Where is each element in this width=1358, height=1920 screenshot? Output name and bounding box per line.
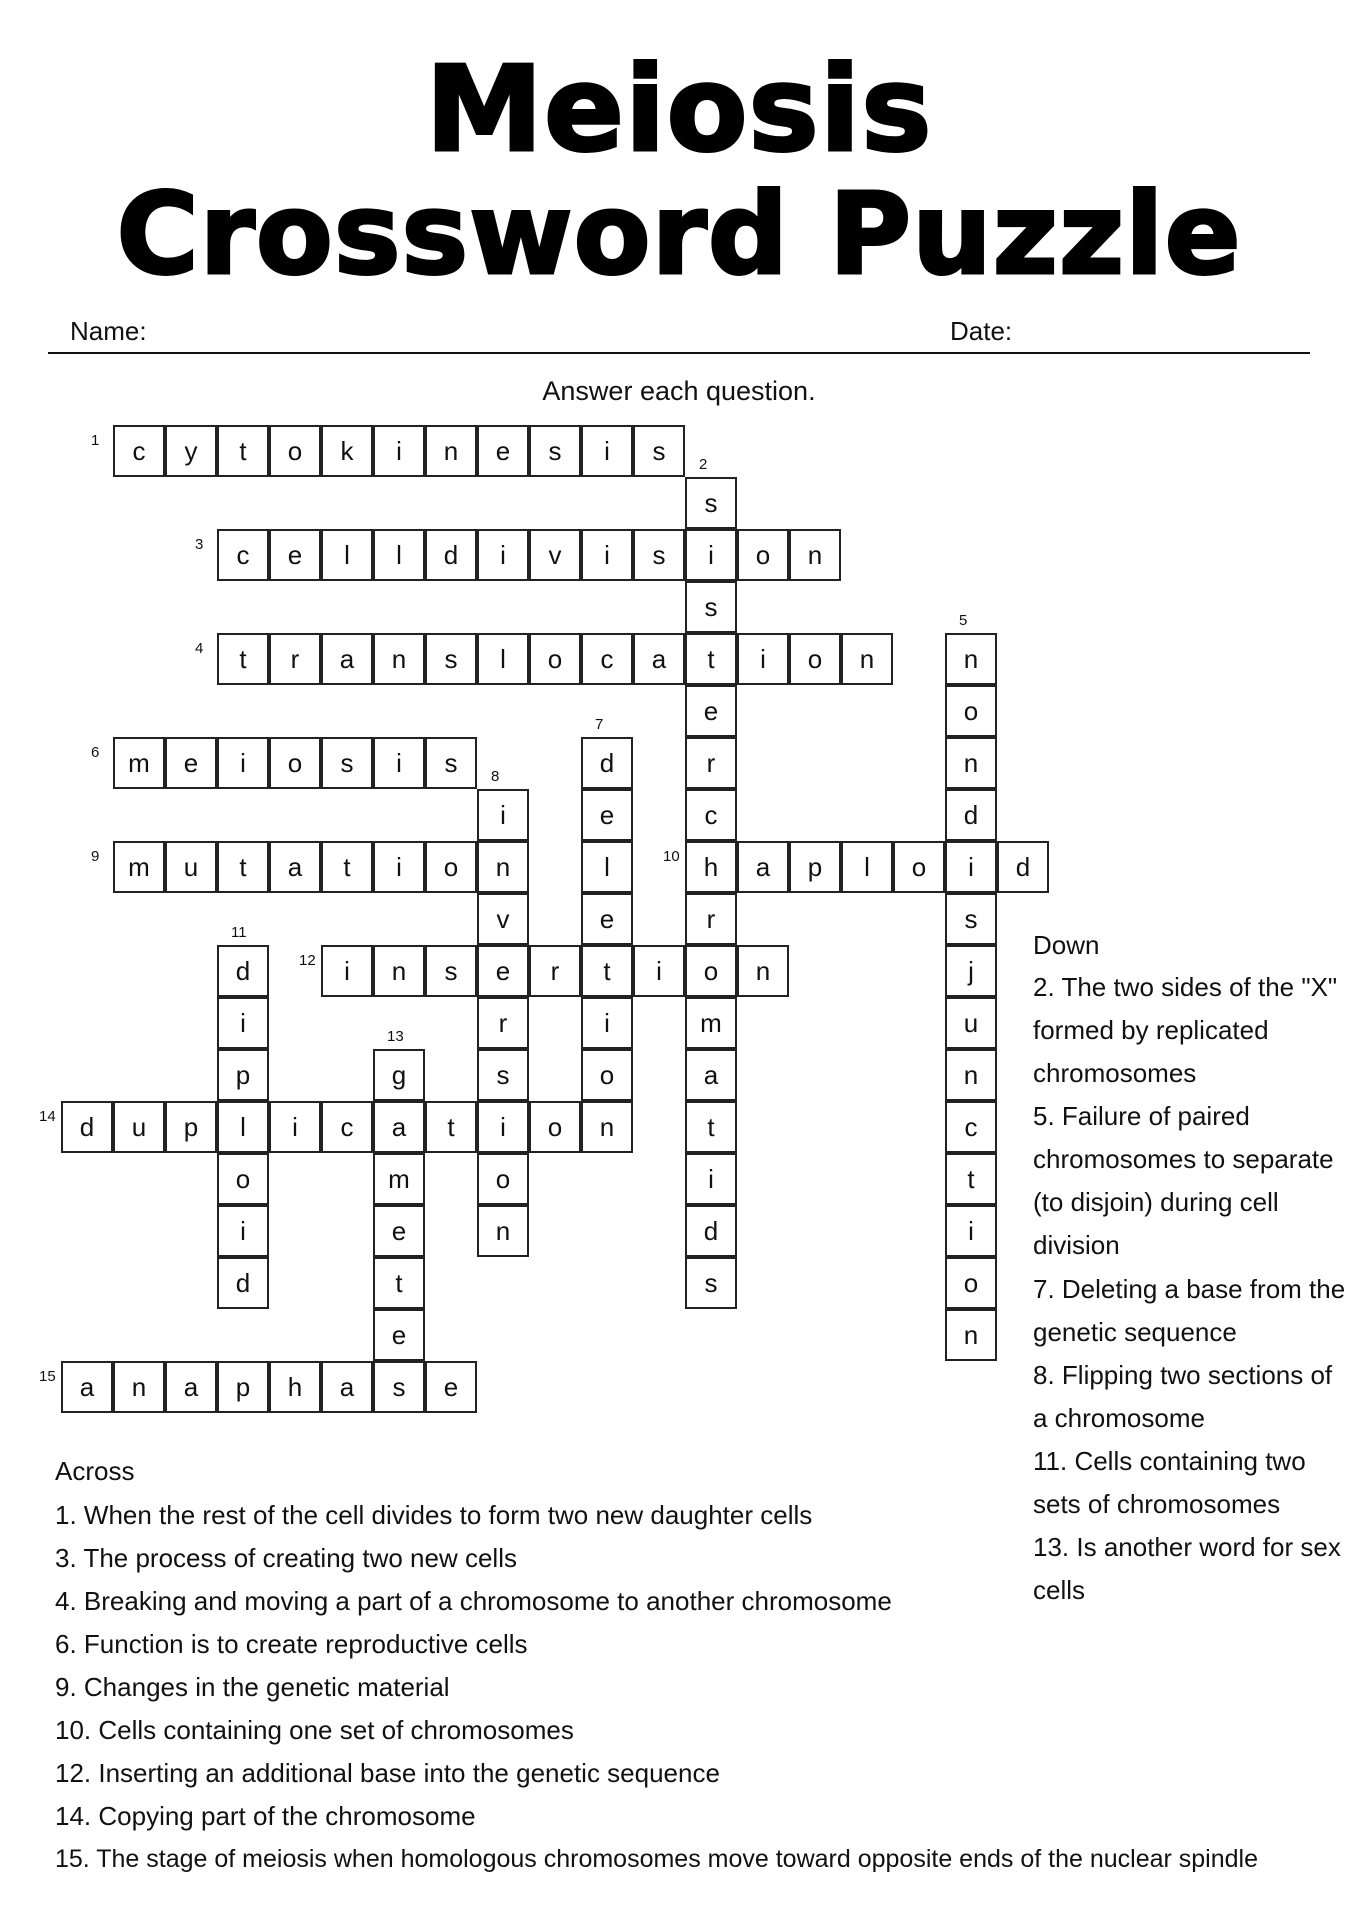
grid-cell[interactable]: a bbox=[685, 1049, 737, 1101]
grid-cell[interactable]: o bbox=[685, 945, 737, 997]
grid-cell[interactable]: d bbox=[685, 1205, 737, 1257]
across-clue: 12. Inserting an additional base into the genetic sequence bbox=[55, 1758, 720, 1788]
across-clue: 1. When the rest of the cell divides to form two new daughter cells bbox=[55, 1500, 813, 1530]
grid-cell[interactable]: e bbox=[165, 737, 217, 789]
instructions: Answer each question. bbox=[542, 376, 816, 406]
grid-cell[interactable]: n bbox=[373, 945, 425, 997]
grid-cell[interactable]: n bbox=[477, 1205, 529, 1257]
grid-cell[interactable]: s bbox=[425, 737, 477, 789]
grid-cell[interactable]: r bbox=[685, 737, 737, 789]
down-clue: 11. Cells containing two sets of chromosomes bbox=[1033, 1446, 1306, 1519]
down-heading: Down bbox=[1033, 930, 1100, 960]
grid-cell[interactable]: n bbox=[737, 945, 789, 997]
grid-cell[interactable]: i bbox=[217, 997, 269, 1049]
grid-cell[interactable]: a bbox=[373, 1101, 425, 1153]
grid-cell[interactable]: n bbox=[477, 841, 529, 893]
grid-cell[interactable]: s bbox=[373, 1361, 425, 1413]
grid-cell[interactable]: e bbox=[477, 945, 529, 997]
clue-number: 14 bbox=[39, 1108, 56, 1125]
down-clue: 8. Flipping two sections of a chromosome bbox=[1033, 1360, 1333, 1433]
down-clue: 7. Deleting a base from the genetic sequence bbox=[1033, 1274, 1346, 1347]
grid-cell[interactable]: p bbox=[165, 1101, 217, 1153]
grid-cell[interactable]: d bbox=[581, 737, 633, 789]
clue-number: 4 bbox=[195, 640, 204, 657]
grid-cell[interactable]: l bbox=[477, 633, 529, 685]
grid-cell[interactable]: g bbox=[373, 1049, 425, 1101]
grid-cell[interactable]: n bbox=[581, 1101, 633, 1153]
grid-cell[interactable]: o bbox=[477, 1153, 529, 1205]
grid-cell[interactable]: i bbox=[321, 945, 373, 997]
grid-cell[interactable]: h bbox=[269, 1361, 321, 1413]
grid-cell[interactable]: i bbox=[581, 425, 633, 477]
clue-number: 8 bbox=[491, 768, 500, 785]
grid-cell[interactable]: t bbox=[373, 1257, 425, 1309]
grid-cell[interactable]: r bbox=[685, 893, 737, 945]
grid-cell[interactable]: i bbox=[945, 1205, 997, 1257]
grid-cell[interactable]: t bbox=[685, 633, 737, 685]
grid-cell[interactable]: s bbox=[321, 737, 373, 789]
grid-cell[interactable]: v bbox=[477, 893, 529, 945]
grid-cell[interactable]: n bbox=[841, 633, 893, 685]
grid-cell[interactable]: i bbox=[217, 737, 269, 789]
grid-cell[interactable]: e bbox=[425, 1361, 477, 1413]
clue-number: 6 bbox=[91, 744, 100, 761]
across-clue: 10. Cells containing one set of chromosomes bbox=[55, 1715, 574, 1745]
grid-cell[interactable]: a bbox=[321, 1361, 373, 1413]
grid-cell[interactable]: i bbox=[581, 997, 633, 1049]
grid-cell[interactable]: d bbox=[997, 841, 1049, 893]
grid-cell[interactable]: s bbox=[425, 633, 477, 685]
grid-cell[interactable]: o bbox=[789, 633, 841, 685]
grid-cell[interactable]: t bbox=[425, 1101, 477, 1153]
grid-cell[interactable]: r bbox=[529, 945, 581, 997]
grid-cell[interactable]: u bbox=[165, 841, 217, 893]
grid-cell[interactable]: o bbox=[269, 425, 321, 477]
clue-number: 3 bbox=[195, 536, 204, 553]
grid-cell[interactable]: d bbox=[217, 1257, 269, 1309]
clue-number: 13 bbox=[387, 1028, 404, 1045]
grid-cell[interactable]: a bbox=[165, 1361, 217, 1413]
grid-cell[interactable]: p bbox=[789, 841, 841, 893]
grid-cell[interactable]: s bbox=[633, 529, 685, 581]
grid-cell[interactable]: i bbox=[945, 841, 997, 893]
grid-cell[interactable]: o bbox=[737, 529, 789, 581]
grid-cell[interactable]: n bbox=[945, 1309, 997, 1361]
grid-cell[interactable]: a bbox=[633, 633, 685, 685]
grid-cell[interactable]: t bbox=[581, 945, 633, 997]
grid-cell[interactable]: t bbox=[945, 1153, 997, 1205]
grid-cell[interactable]: i bbox=[685, 529, 737, 581]
grid-cell[interactable]: s bbox=[685, 581, 737, 633]
grid-cell[interactable]: c bbox=[581, 633, 633, 685]
grid-cell[interactable]: j bbox=[945, 945, 997, 997]
grid-cell[interactable]: l bbox=[321, 529, 373, 581]
grid-cell[interactable]: p bbox=[217, 1049, 269, 1101]
grid-cell[interactable]: o bbox=[945, 685, 997, 737]
grid-cell[interactable]: i bbox=[373, 737, 425, 789]
down-clue: 5. Failure of paired chromosomes to separate (to disjoin) during cell division bbox=[1033, 1101, 1334, 1260]
grid-cell[interactable]: c bbox=[685, 789, 737, 841]
clue-number: 10 bbox=[663, 848, 680, 865]
grid-cell[interactable]: o bbox=[893, 841, 945, 893]
grid-cell[interactable]: e bbox=[581, 893, 633, 945]
grid-cell[interactable]: n bbox=[789, 529, 841, 581]
grid-cell[interactable]: i bbox=[581, 529, 633, 581]
grid-cell[interactable]: o bbox=[269, 737, 321, 789]
grid-cell[interactable]: o bbox=[425, 841, 477, 893]
grid-cell[interactable]: a bbox=[737, 841, 789, 893]
grid-cell[interactable]: m bbox=[113, 737, 165, 789]
grid-cell[interactable]: i bbox=[217, 1205, 269, 1257]
clue-number: 11 bbox=[231, 924, 247, 941]
down-clue: 2. The two sides of the "X" formed by replicated chromosomes bbox=[1033, 972, 1338, 1088]
grid-cell[interactable]: d bbox=[945, 789, 997, 841]
grid-cell[interactable]: a bbox=[321, 633, 373, 685]
grid-cell[interactable]: n bbox=[425, 425, 477, 477]
grid-cell[interactable]: s bbox=[425, 945, 477, 997]
grid-cell[interactable]: o bbox=[529, 633, 581, 685]
clue-number: 15 bbox=[39, 1368, 56, 1385]
grid-cell[interactable]: d bbox=[425, 529, 477, 581]
grid-cell[interactable]: p bbox=[217, 1361, 269, 1413]
grid-cell[interactable]: s bbox=[945, 893, 997, 945]
grid-cell[interactable]: i bbox=[477, 1101, 529, 1153]
grid-cell[interactable]: v bbox=[529, 529, 581, 581]
grid-cell[interactable]: c bbox=[113, 425, 165, 477]
grid-cell[interactable]: e bbox=[477, 425, 529, 477]
grid-cell[interactable]: c bbox=[321, 1101, 373, 1153]
grid-cell[interactable]: u bbox=[113, 1101, 165, 1153]
across-clue: 4. Breaking and moving a part of a chromosome to another chromosome bbox=[55, 1586, 892, 1616]
grid-cell[interactable]: e bbox=[685, 685, 737, 737]
grid-cell[interactable]: t bbox=[321, 841, 373, 893]
grid-cell[interactable]: h bbox=[685, 841, 737, 893]
grid-cell[interactable]: k bbox=[321, 425, 373, 477]
grid-cell[interactable]: a bbox=[269, 841, 321, 893]
grid-cell[interactable]: s bbox=[633, 425, 685, 477]
grid-cell[interactable]: n bbox=[945, 633, 997, 685]
grid-cell[interactable]: m bbox=[113, 841, 165, 893]
grid-cell[interactable]: n bbox=[945, 1049, 997, 1101]
grid-cell[interactable]: t bbox=[217, 633, 269, 685]
grid-cell[interactable]: n bbox=[113, 1361, 165, 1413]
date-label: Date: bbox=[950, 316, 1013, 346]
grid-cell[interactable]: o bbox=[217, 1153, 269, 1205]
grid-cell[interactable]: i bbox=[477, 789, 529, 841]
grid-cell[interactable]: e bbox=[581, 789, 633, 841]
grid-cell[interactable]: t bbox=[217, 841, 269, 893]
grid-cell[interactable]: s bbox=[477, 1049, 529, 1101]
grid-cell[interactable]: o bbox=[529, 1101, 581, 1153]
title-line-1: Meiosis bbox=[425, 40, 933, 178]
grid-cell[interactable]: n bbox=[945, 737, 997, 789]
across-clue: 3. The process of creating two new cells bbox=[55, 1543, 517, 1573]
across-clue: 9. Changes in the genetic material bbox=[55, 1672, 450, 1702]
grid-cell[interactable]: r bbox=[477, 997, 529, 1049]
clue-number: 9 bbox=[91, 848, 100, 865]
grid-cell[interactable]: e bbox=[373, 1205, 425, 1257]
grid-cell[interactable]: l bbox=[373, 529, 425, 581]
grid-cell[interactable]: e bbox=[269, 529, 321, 581]
grid-cell[interactable]: l bbox=[841, 841, 893, 893]
grid-cell[interactable]: s bbox=[685, 477, 737, 529]
grid-cell[interactable]: i bbox=[633, 945, 685, 997]
across-clue: 6. Function is to create reproductive cells bbox=[55, 1629, 528, 1659]
grid-cell[interactable]: n bbox=[373, 633, 425, 685]
grid-cell[interactable]: d bbox=[217, 945, 269, 997]
clue-number: 2 bbox=[699, 456, 708, 473]
title-line-2: Crossword Puzzle bbox=[116, 170, 1242, 300]
clue-number: 7 bbox=[595, 716, 604, 733]
grid-cell[interactable]: l bbox=[217, 1101, 269, 1153]
clue-number: 12 bbox=[299, 952, 316, 969]
grid-cell[interactable]: l bbox=[581, 841, 633, 893]
across-clue: 15. The stage of meiosis when homologous chromosomes move toward opposite ends of the nuclear spindle bbox=[55, 1845, 1259, 1873]
grid-cell[interactable]: a bbox=[61, 1361, 113, 1413]
grid-cell[interactable]: u bbox=[945, 997, 997, 1049]
grid-cell[interactable]: y bbox=[165, 425, 217, 477]
grid-cell[interactable]: i bbox=[373, 841, 425, 893]
grid-cell[interactable]: o bbox=[581, 1049, 633, 1101]
grid-cell[interactable]: t bbox=[685, 1101, 737, 1153]
grid-cell[interactable]: m bbox=[685, 997, 737, 1049]
across-clue: 14. Copying part of the chromosome bbox=[55, 1801, 476, 1831]
grid-cell[interactable]: o bbox=[945, 1257, 997, 1309]
grid-cell[interactable]: s bbox=[685, 1257, 737, 1309]
down-clue: 13. Is another word for sex cells bbox=[1033, 1532, 1341, 1605]
grid-cell[interactable]: i bbox=[269, 1101, 321, 1153]
clue-number: 5 bbox=[959, 612, 968, 629]
grid-cell[interactable]: c bbox=[945, 1101, 997, 1153]
name-label: Name: bbox=[70, 316, 147, 346]
grid-cell[interactable]: i bbox=[685, 1153, 737, 1205]
grid-cell[interactable]: i bbox=[373, 425, 425, 477]
grid-cell[interactable]: r bbox=[269, 633, 321, 685]
grid-cell[interactable]: d bbox=[61, 1101, 113, 1153]
grid-cell[interactable]: e bbox=[373, 1309, 425, 1361]
grid-cell[interactable]: t bbox=[217, 425, 269, 477]
grid-cell[interactable]: c bbox=[217, 529, 269, 581]
grid-cell[interactable]: m bbox=[373, 1153, 425, 1205]
clue-number: 1 bbox=[91, 432, 100, 449]
across-heading: Across bbox=[55, 1456, 135, 1486]
grid-cell[interactable]: i bbox=[477, 529, 529, 581]
grid-cell[interactable]: i bbox=[737, 633, 789, 685]
grid-cell[interactable]: s bbox=[529, 425, 581, 477]
